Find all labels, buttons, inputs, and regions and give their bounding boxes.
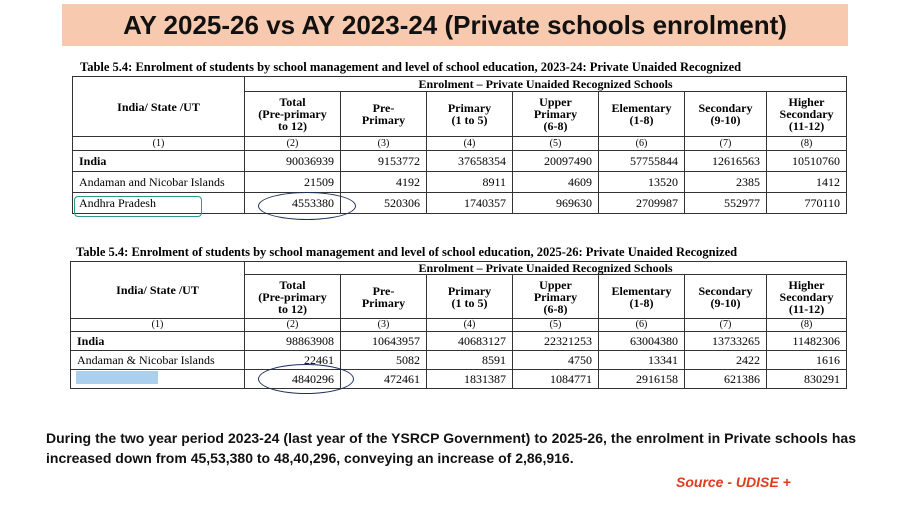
- column-header: [599, 275, 685, 319]
- column-number: (1): [73, 137, 245, 151]
- column-header-line: (6-8): [543, 119, 568, 133]
- table-cell: 13733265: [685, 332, 767, 351]
- column-number: (4): [427, 319, 513, 332]
- column-header: [427, 275, 513, 319]
- column-header-line: (1-8): [629, 295, 654, 310]
- table-cell: 4553380: [245, 193, 341, 214]
- table-cell: 2422: [685, 351, 767, 370]
- table-cell: 98863908: [245, 332, 341, 351]
- table-cell: 4840296: [245, 370, 341, 389]
- column-header-line: (11-12): [788, 119, 825, 133]
- table-cell: 4750: [513, 351, 599, 370]
- column-number: (4): [427, 137, 513, 151]
- column-header: [767, 92, 847, 137]
- summary-text: During the two year period 2023-24 (last year of the YSRCP Government) to 2025-26, the enrolment in Private schools has increased down from 45,53,380 to 48,40,296, conveying an increase of 2,86,916.: [46, 430, 856, 466]
- column-header: [245, 92, 341, 137]
- column-header: [685, 92, 767, 137]
- column-number: (3): [341, 137, 427, 151]
- table-cell: 8591: [427, 351, 513, 370]
- group-header: Enrolment – Private Unaided Recognized Schools: [245, 262, 847, 275]
- column-header: [513, 92, 599, 137]
- column-header-line: (1 to 5): [451, 295, 488, 310]
- column-number: (6): [599, 319, 685, 332]
- source-note: Source - UDISE +: [676, 474, 791, 490]
- column-header-line: Elementary: [611, 283, 672, 298]
- row-name: Andhra Pradesh: [73, 193, 245, 214]
- table-cell: 770110: [767, 193, 847, 214]
- column-number: (2): [245, 319, 341, 332]
- title-banner: [62, 4, 848, 46]
- column-header-line: Pre-: [372, 101, 395, 115]
- page-title: AY 2025-26 vs AY 2023-24 (Private schools enrolment): [123, 9, 787, 40]
- column-header: [245, 275, 341, 319]
- column-header: [427, 92, 513, 137]
- column-header: [513, 275, 599, 319]
- table-cell: 22461: [245, 351, 341, 370]
- column-number: (1): [71, 319, 245, 332]
- column-header-line: Primary: [533, 289, 578, 304]
- table-cell: 1412: [767, 172, 847, 193]
- column-header-line: to 12): [278, 301, 307, 316]
- column-header: [767, 275, 847, 319]
- column-number: (5): [513, 319, 599, 332]
- table-cell: 8911: [427, 172, 513, 193]
- andhra-pradesh-highlight-box: [74, 196, 202, 217]
- table-cell: 4609: [513, 172, 599, 193]
- column-number: (8): [767, 137, 847, 151]
- table2-caption: Table 5.4: Enrolment of students by school management and level of school education, 2025-26: Private Unaided Recognized: [76, 245, 738, 259]
- column-header-line: Secondary: [779, 107, 834, 121]
- column-header-line: Primary: [361, 113, 406, 127]
- table-cell: 12616563: [685, 151, 767, 172]
- column-header: [341, 275, 427, 319]
- column-header-line: Upper: [539, 277, 572, 292]
- table-cell: 40683127: [427, 332, 513, 351]
- column-header-line: Primary: [447, 283, 492, 298]
- table-cell: 1084771: [513, 370, 599, 389]
- column-number: (3): [341, 319, 427, 332]
- table-cell: 552977: [685, 193, 767, 214]
- total-2025-26-circle: [258, 364, 354, 394]
- column-header-line: (6-8): [543, 301, 568, 316]
- column-header-line: (Pre-primary: [258, 107, 327, 121]
- column-header-line: (11-12): [788, 301, 825, 316]
- column-header-line: (Pre-primary: [258, 289, 327, 304]
- column-header-line: Higher: [788, 277, 825, 292]
- column-number: (7): [685, 319, 767, 332]
- column-header: [599, 92, 685, 137]
- state-column-header: India/ State /UT: [71, 262, 245, 319]
- table-cell: 621386: [685, 370, 767, 389]
- table-cell: 11482306: [767, 332, 847, 351]
- table-cell: 472461: [341, 370, 427, 389]
- column-header-line: (9-10): [710, 113, 741, 127]
- total-2023-24-circle: [258, 192, 356, 220]
- column-header-line: Secondary: [698, 283, 753, 298]
- table-cell: 9153772: [341, 151, 427, 172]
- column-header: [685, 275, 767, 319]
- group-header: Enrolment – Private Unaided Recognized Schools: [245, 77, 847, 92]
- column-header-line: Elementary: [611, 101, 672, 115]
- column-header-line: Primary: [361, 295, 406, 310]
- column-header-line: to 12): [278, 119, 307, 133]
- row-name: Andaman and Nicobar Islands: [73, 172, 245, 193]
- table-row: [71, 332, 847, 351]
- table-cell: 4192: [341, 172, 427, 193]
- column-header-line: Secondary: [698, 101, 753, 115]
- table-cell: 1616: [767, 351, 847, 370]
- table-cell: 2385: [685, 172, 767, 193]
- table-cell: 969630: [513, 193, 599, 214]
- column-numbers-row: [73, 137, 847, 151]
- table-row: [71, 351, 847, 370]
- column-header-line: Total: [279, 95, 306, 109]
- table-cell: 63004380: [599, 332, 685, 351]
- column-header-line: Primary: [533, 107, 578, 121]
- table-cell: 20097490: [513, 151, 599, 172]
- column-header-line: Pre-: [372, 283, 395, 298]
- column-header-line: (1-8): [629, 113, 654, 127]
- row-name: India: [71, 332, 245, 351]
- table-cell: 1740357: [427, 193, 513, 214]
- column-header-line: Total: [279, 277, 306, 292]
- column-number: (5): [513, 137, 599, 151]
- table-cell: 10510760: [767, 151, 847, 172]
- table1-caption: Table 5.4: Enrolment of students by school management and level of school education, 2023-24: Private Unaided Recognized: [80, 60, 742, 74]
- table-cell: 37658354: [427, 151, 513, 172]
- column-header-line: Secondary: [779, 289, 834, 304]
- column-number: (6): [599, 137, 685, 151]
- table-cell: 13520: [599, 172, 685, 193]
- table-cell: 520306: [341, 193, 427, 214]
- column-number: (7): [685, 137, 767, 151]
- table-cell: 5082: [341, 351, 427, 370]
- column-header-line: Upper: [539, 95, 572, 109]
- column-header-line: Primary: [447, 101, 492, 115]
- table-cell: 90036939: [245, 151, 341, 172]
- table-cell: 2916158: [599, 370, 685, 389]
- table-cell: 57755844: [599, 151, 685, 172]
- column-number: (2): [245, 137, 341, 151]
- table-cell: 21509: [245, 172, 341, 193]
- table-row: [73, 151, 847, 172]
- table-cell: 13341: [599, 351, 685, 370]
- table-cell: 2709987: [599, 193, 685, 214]
- column-header-line: (9-10): [710, 295, 741, 310]
- column-header-line: (1 to 5): [451, 113, 488, 127]
- enrolment-table-2023-24: [72, 76, 847, 214]
- enrolment-table-2025-26: [70, 261, 847, 389]
- column-numbers-row: [71, 319, 847, 332]
- table-row: [73, 172, 847, 193]
- table-cell: 1831387: [427, 370, 513, 389]
- table-cell: 22321253: [513, 332, 599, 351]
- row-name: Andaman & Nicobar Islands: [71, 351, 245, 370]
- table-cell: 10643957: [341, 332, 427, 351]
- table-row: [71, 370, 847, 389]
- andhra-pradesh-highlight-fill: [76, 371, 158, 384]
- column-number: (8): [767, 319, 847, 332]
- row-name: India: [73, 151, 245, 172]
- column-header-line: Higher: [788, 95, 825, 109]
- table-cell: 830291: [767, 370, 847, 389]
- column-header: [341, 92, 427, 137]
- state-column-header: India/ State /UT: [73, 77, 245, 137]
